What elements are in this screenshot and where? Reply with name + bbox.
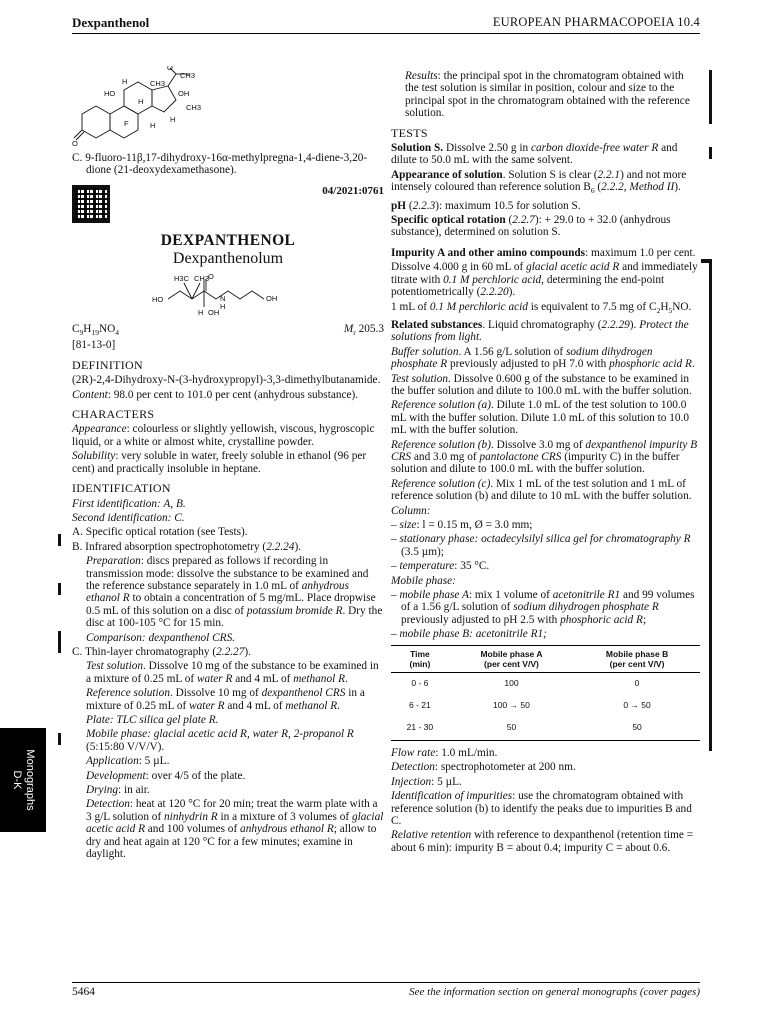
second-identification: Second identification: C. [72, 511, 185, 524]
atom-label: HO [152, 295, 164, 305]
appearance-text: Appearance: colourless or slightly yellowish, viscous, hygroscopic liquid, or a white or almost white, crystalline powder. [72, 423, 375, 448]
first-identification: First identification: A, B. [72, 497, 186, 510]
atom-label: OH [266, 294, 278, 304]
monograph-code: 04/2021:0761 [322, 184, 384, 197]
footer-rule [72, 982, 700, 983]
relative-molecular-mass: $M_r$ 205.3 [343, 323, 384, 338]
molecular-formula: $C_9H_{19}NO_4$ [72, 323, 120, 338]
mobile-phase-b: – mobile phase B: acetonitrile R1; [391, 628, 547, 641]
atom-label: CH3 [194, 274, 210, 284]
gradient-table [391, 645, 700, 741]
content-text: Content: 98.0 per cent to 101.0 per cent (anhydrous substance). [72, 388, 359, 401]
table-cell: 6 - 21 [409, 700, 431, 711]
change-bar [58, 534, 61, 546]
section-tests-heading: TESTS [391, 125, 428, 140]
table-cell: 0 → 50 [623, 700, 651, 711]
atom-label: H3C [174, 274, 190, 284]
table-cell: 100 → 50 [493, 700, 530, 711]
change-bar [709, 70, 712, 124]
atom-label: H [150, 121, 156, 130]
left-column [72, 66, 384, 862]
tlc-application: Application: 5 µL. [86, 755, 170, 768]
atom-label: F [124, 119, 129, 128]
atom-label: H [122, 77, 128, 86]
table-cell: 100 [504, 677, 519, 688]
qr-code [72, 185, 110, 223]
section-identification-heading: IDENTIFICATION [72, 481, 171, 496]
impurity-a-test: Impurity A and other amino compounds: maximum 1.0 per cent. [391, 246, 696, 259]
header-rule [72, 33, 700, 34]
column-size: – size: l = 0.15 m, Ø = 3.0 mm; [391, 519, 533, 531]
tlc-mobile-phase: Mobile phase: glacial acetic acid R, water R, 2-propanol R (5:15:80 V/V/V). [86, 728, 354, 753]
mobile-phase-a: – mobile phase A: mix 1 volume of acetonitrile R1 and 99 volumes of a 1.56 g/L solution of sodium dihydrogen phosphate R previously adjusted to pH 2.5 with phosphoric acid R; [391, 589, 695, 626]
atom-label: O [72, 139, 78, 148]
running-head-title: Dexpanthenol [72, 15, 150, 30]
footer-note: See the information section on general monographs (cover pages) [409, 986, 700, 998]
tlc-results: Results: the principal spot in the chromatogram obtained with the test solution is similar in position, colour and size to the principal spot in the chromatogram obtained with the reference solution. [405, 70, 690, 120]
identification-of-impurities: Identification of impurities: use the chromatogram obtained with reference solution (b) to identify the peaks due to impurities B and C. [391, 790, 692, 827]
atom-label: OH [178, 89, 190, 98]
page-number: 5464 [72, 986, 95, 998]
dexpanthenol-structure [148, 269, 308, 319]
identification-b: B. Infrared absorption spectrophotometry (2.2.24). [72, 540, 302, 553]
table-cell: 0 - 6 [411, 677, 429, 688]
monograph-latin-title: Dexpanthenolum [172, 249, 284, 267]
atom-label: HO [104, 89, 116, 98]
column-stationary-phase: – stationary phase: octadecylsilyl silica gel for chromatography R (3.5 µm); [391, 533, 691, 558]
running-head-publication: EUROPEAN PHARMACOPOEIA 10.4 [492, 15, 700, 29]
table-header: Time (min) [391, 645, 449, 672]
change-bar [58, 733, 61, 745]
change-bar [58, 631, 61, 653]
section-definition-heading: DEFINITION [72, 357, 143, 372]
atom-label: N [220, 294, 226, 304]
table-header: Mobile phase A (per cent V/V) [449, 645, 574, 672]
buffer-solution: Buffer solution. A 1.56 g/L solution of sodium dihydrogen phosphate R previously adjusted to pH 7.0 with phosphoric acid R. [391, 345, 695, 371]
column-temperature: – temperature: 35 °C. [391, 560, 490, 573]
titration-equivalence: 1 mL of 0.1 M perchloric acid is equivalent to 7.5 mg of $C_2H_5NO$. [391, 300, 692, 315]
table-header: Mobile phase B (per cent V/V) [574, 645, 700, 672]
impurity-c-structure [72, 66, 212, 152]
atom-label: H [138, 97, 144, 106]
table-row [391, 717, 700, 740]
atom-label: CH3 [180, 71, 196, 80]
monographs-section-tab [0, 728, 46, 832]
atom-label: H [198, 308, 204, 318]
atom-label: O [208, 272, 214, 282]
change-bar [709, 147, 712, 159]
change-bar [58, 583, 61, 595]
flow-rate: Flow rate: 1.0 mL/min. [391, 746, 498, 759]
monograph-title: DEXPANTHENOL [160, 232, 296, 250]
table-row [391, 672, 700, 695]
change-bar [709, 263, 712, 751]
tab-label: Monographs [24, 749, 36, 811]
specific-optical-rotation: Specific optical rotation (2.2.7): + 29.0 to + 32.0 (anhydrous substance), determined on solution S. [391, 214, 671, 239]
atom-label: H [220, 302, 226, 312]
atom-label: CH3 [150, 79, 166, 88]
table-cell: 50 [574, 717, 700, 740]
tab-range: D-K [11, 770, 23, 790]
tlc-reference-solution: Reference solution. Dissolve 10 mg of dexpanthenol CRS in a mixture of 0.25 mL of water R and 4 mL of methanol R. [86, 687, 365, 712]
column-heading: Column: [391, 504, 431, 517]
impurity-c-entry [72, 152, 384, 177]
detection: Detection: spectrophotometer at 200 nm. [391, 761, 576, 774]
tlc-test-solution: Test solution. Dissolve 10 mg of the substance to be examined in a mixture of 0.25 mL of water R and 4 mL of methanol R. [86, 660, 379, 685]
section-characters-heading: CHARACTERS [72, 407, 155, 422]
reference-solution-a: Reference solution (a). Dilute 1.0 mL of the test solution to 100.0 mL with the buffer solution. Dilute 1.0 mL of this solution to 10.0 mL with the buffer solution. [391, 399, 689, 437]
right-column [391, 70, 700, 856]
injection: Injection: 5 µL. [391, 775, 462, 788]
atom-label: H [170, 115, 176, 124]
reference-solution-c: Reference solution (c). Mix 1 mL of the test solution and 1 mL of reference solution (b) and dilute to 10 mL with the buffer solution. [391, 477, 692, 503]
tlc-drying: Drying: in air. [86, 784, 150, 797]
table-cell: 50 [449, 717, 574, 740]
atom-label: OH [208, 308, 220, 318]
tlc-plate: Plate: TLC silica gel plate R. [86, 714, 219, 726]
relative-retention: Relative retention with reference to dexpanthenol (retention time = about 6 min): impurity B = about 0.4; impurity C = about 0.6. [391, 829, 694, 854]
ph-test: pH (2.2.3): maximum 10.5 for solution S. [391, 199, 581, 212]
tlc-detection: Detection: heat at 120 °C for 20 min; treat the warm plate with a 3 g/L solution of ninhydrin R in a mixture of 3 volumes of glacial acetic acid R and 100 volumes of anhydrous ethanol R; allow to dry and heat again at 120 °C for a few minutes; examine in daylight. [86, 798, 384, 861]
solution-s: Solution S. Dissolve 2.50 g in carbon dioxide-free water R and dilute to 50.0 mL with the same solvent. [391, 142, 678, 167]
solubility-text: Solubility: very soluble in water, freely soluble in ethanol (96 per cent) and practically insoluble in heptane. [72, 450, 367, 475]
definition-text: (2R)-2,4-Dihydroxy-N-(3-hydroxypropyl)-3,3-dimethylbutanamide. [72, 374, 381, 387]
identification-c: C. Thin-layer chromatography (2.2.27). [72, 645, 251, 658]
reference-solution-b: Reference solution (b). Dissolve 3.0 mg of dexpanthenol impurity B CRS and 3.0 mg of pantolactone CRS (impurity C) in the buffer solution and dilute to 100.0 mL with the buffer solution. [391, 438, 698, 476]
lc-test-solution: Test solution. Dissolve 0.600 g of the substance to be examined in the buffer solution and dilute to 100.0 mL with the buffer solution. [391, 372, 692, 397]
table-cell: 0 [634, 677, 640, 688]
ir-comparison: Comparison: dexpanthenol CRS. [86, 631, 236, 644]
table-row [391, 695, 700, 717]
formula-row [72, 323, 384, 339]
atom-label: O [167, 66, 173, 72]
identification-a: A. Specific optical rotation (see Tests). [72, 526, 248, 539]
cas-number: [81-13-0] [72, 339, 116, 352]
impurity-c-name: 9-fluoro-11β,17-dihydroxy-16α-methylpregna-1,4-diene-3,20-dione (21-deoxydexamethasone). [85, 152, 368, 177]
ir-preparation: Preparation: discs prepared as follows if recording in transmission mode: dissolve the substance to be examined and the reference substance separately in 1.0 mL of anhydrous ethanol R to obtain a concentration of 5 mg/mL. Place dropwise 0.5 mL of this solution on a disc of potassium bromide R. Dry the disc at 100-105 °C for 15 min. [86, 555, 383, 630]
related-substances: Related substances. Liquid chromatography (2.2.29). Protect the solutions from light. [391, 318, 689, 344]
impurity-c-label: C. [72, 152, 83, 164]
mobile-phase-heading: Mobile phase: [391, 574, 456, 587]
table-cell: 21 - 30 [391, 717, 449, 740]
atom-label: CH3 [186, 103, 202, 112]
impurity-a-procedure: Dissolve 4.000 g in 60 mL of glacial acetic acid R and immediately titrate with 0.1 M perchloric acid, determining the end-point potentiometrically (2.2.20). [391, 261, 698, 299]
appearance-of-solution: Appearance of solution. Solution S is clear (2.2.1) and not more intensely coloured than reference solution $B_6$ (2.2.2, Method II). [391, 168, 687, 196]
table-header-row [391, 645, 700, 672]
tlc-development: Development: over 4/5 of the plate. [86, 769, 246, 782]
